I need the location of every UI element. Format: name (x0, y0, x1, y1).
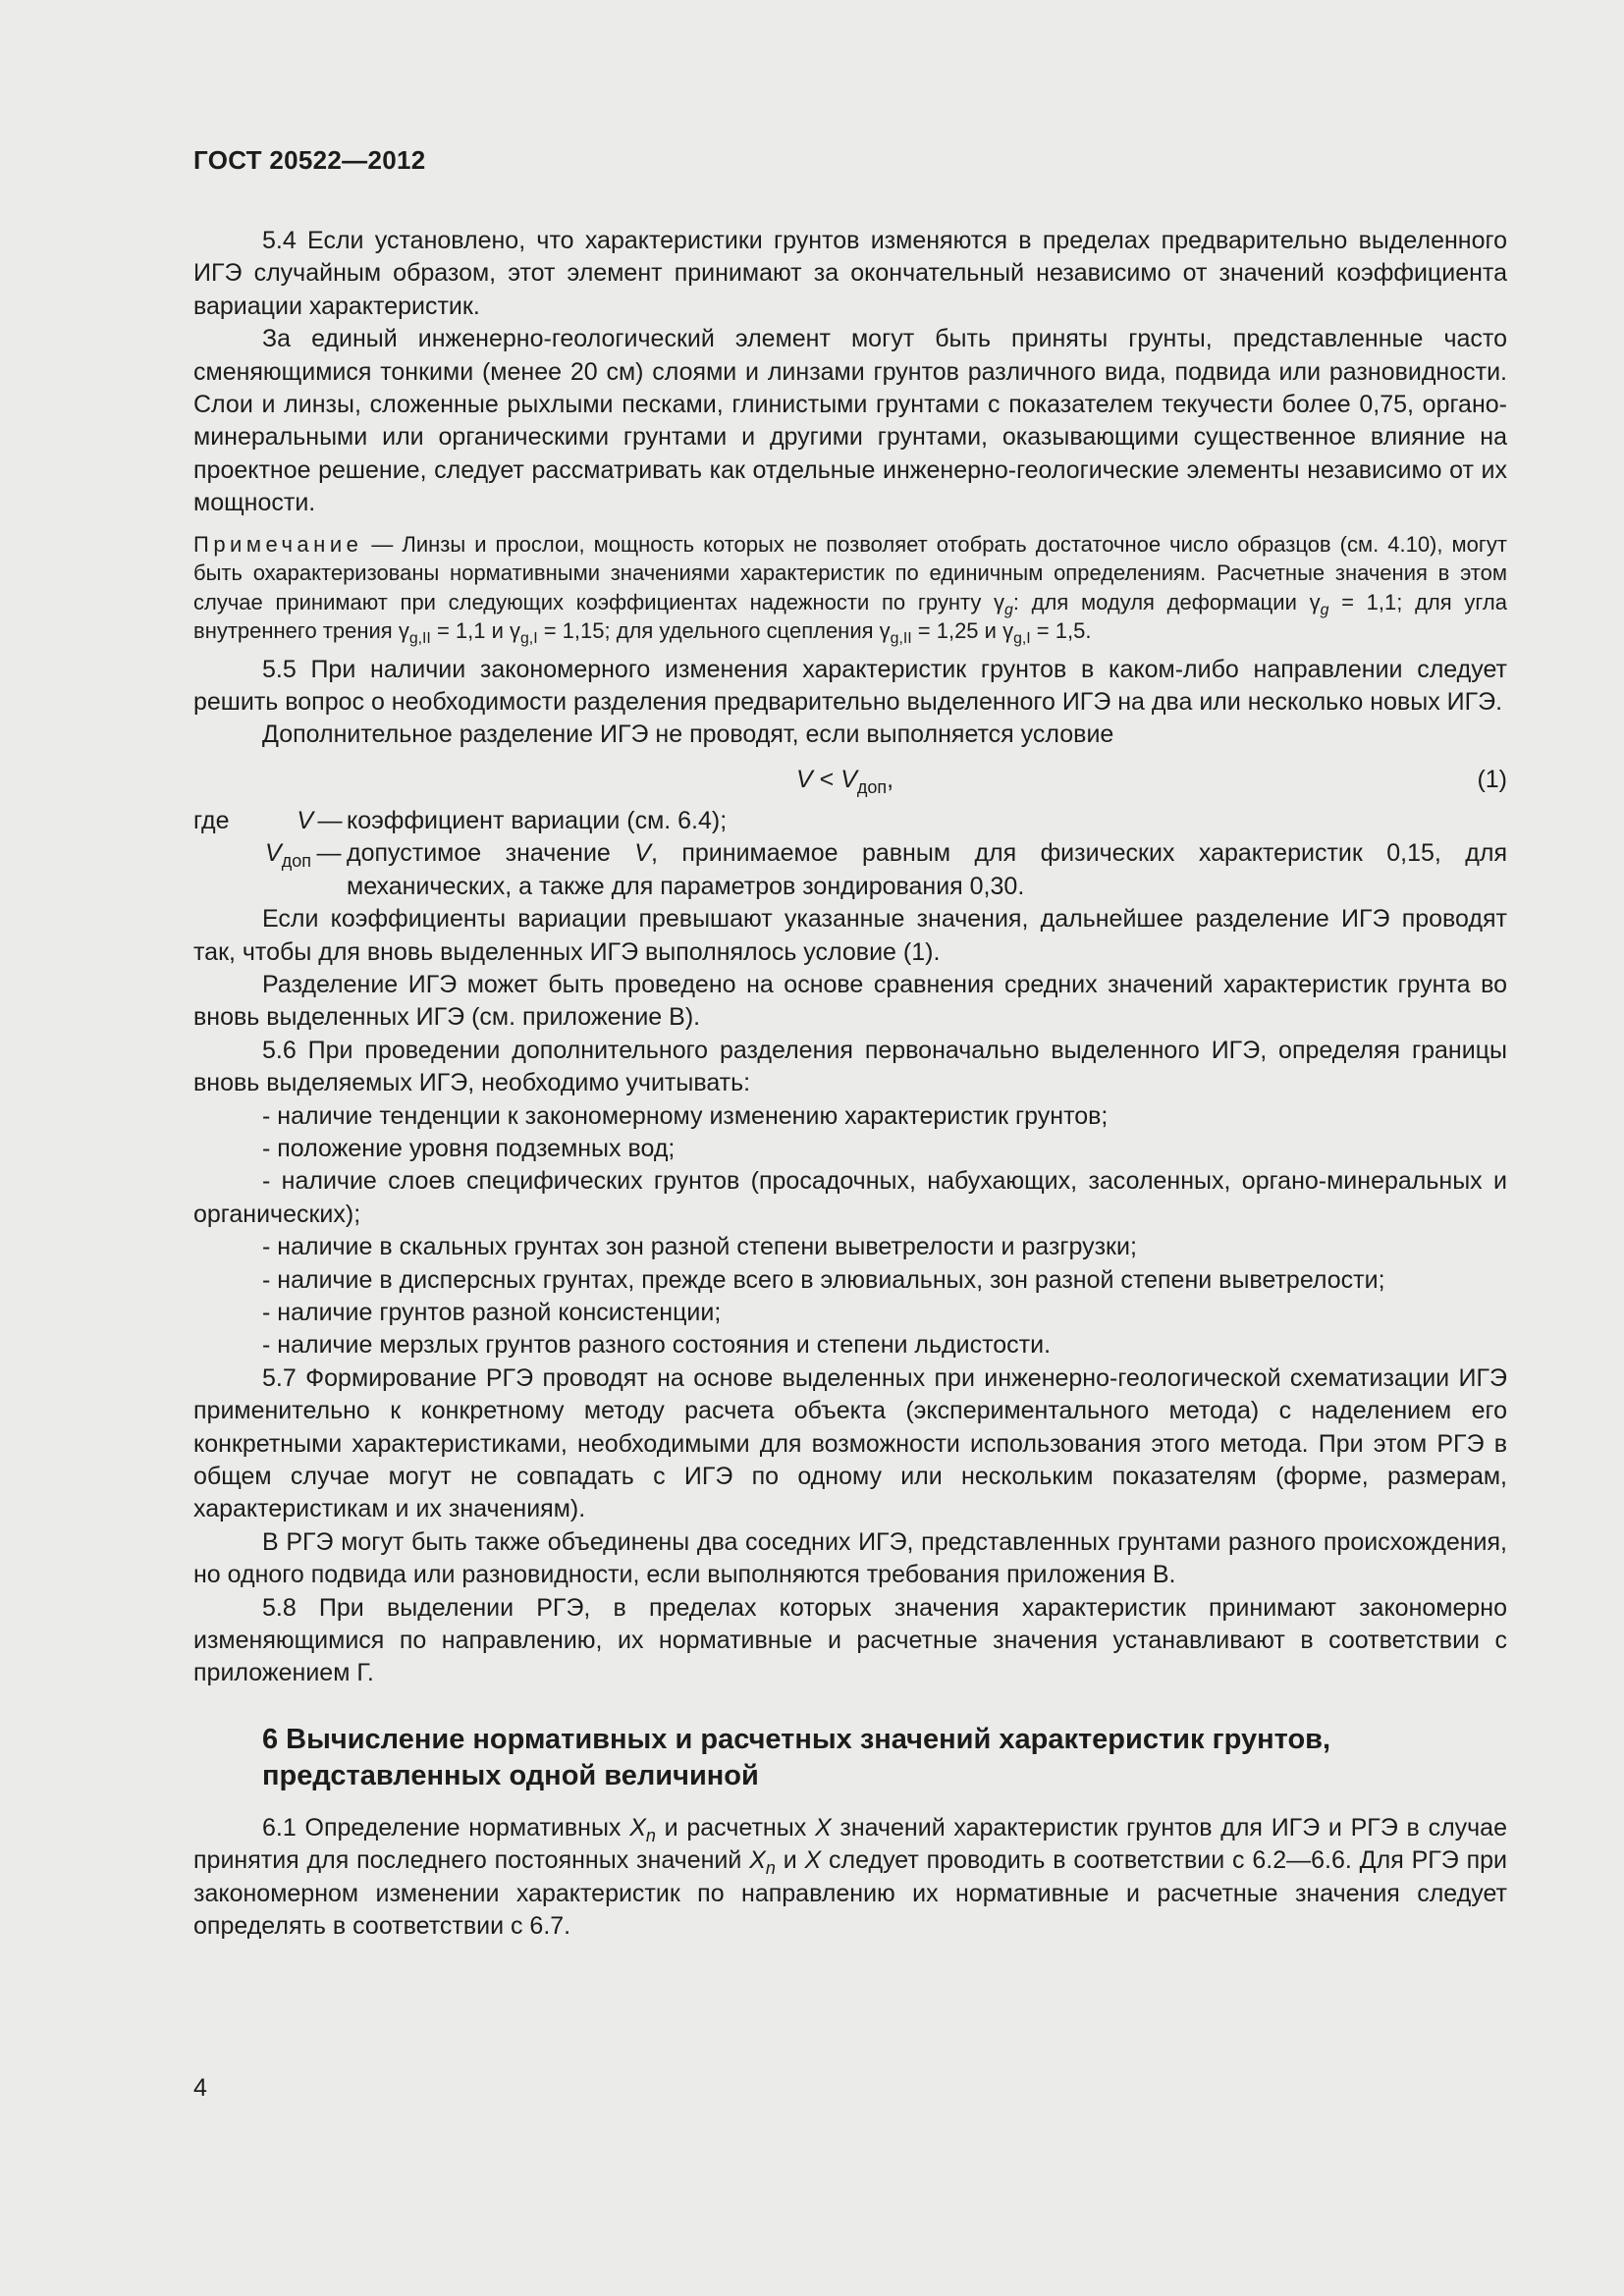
paragraph-5-5-d: Разделение ИГЭ может быть проведено на основе сравнения средних значений характеристик грунта во вновь выделенных ИГЭ (см. приложение В). (193, 970, 1507, 1032)
formula-1 (193, 752, 1507, 805)
list-item: - наличие грунтов разной консистенции; (262, 1298, 722, 1326)
list-item: - наличие в скальных грунтах зон разной степени выветрелости и разгрузки; (262, 1233, 1137, 1261)
list-item: - наличие мерзлых грунтов разного состояния и степени льдистости. (262, 1331, 1052, 1360)
paragraph-5-5-c: Если коэффициенты вариации превышают указанные значения, дальнейшее разделение ИГЭ проводят так, чтобы для вновь выделенных ИГЭ выполнялось условие (1). (193, 905, 1507, 966)
paragraph-5-7: 5.7 Формирование РГЭ проводят на основе выделенных при инженерно-геологической схематизации ИГЭ применительно к конкретному методу расчета объекта (экспериментального метода) с наделением его конкретными характеристиками, необходимыми для возможности использования этого метода. При этом РГЭ в общем случае могут не совпадать с ИГЭ по одному или нескольким показателям (форме, размерам, характеристикам и их значениям). (193, 1363, 1507, 1523)
document-header: ГОСТ 20522—2012 (193, 145, 426, 175)
paragraph-5-8: 5.8 При выделении РГЭ, в пределах которых значения характеристик принимают закономерно изменяющимися по направлению, их нормативные и расчетные значения устанавливают в соответствии с приложением Г. (193, 1593, 1507, 1687)
paragraph-5-5-b: Дополнительное разделение ИГЭ не проводят, если выполняется условие (262, 721, 1114, 749)
page-content (193, 225, 1507, 1943)
list-item: - наличие тенденции к закономерному изменению характеристик грунтов; (262, 1101, 1109, 1130)
paragraph-5-5: 5.5 При наличии закономерного изменения характеристик грунтов в каком-либо направлении следует решить вопрос о необходимости разделения предварительно выделенного ИГЭ на два или несколько новых ИГЭ. (193, 655, 1507, 717)
note-label: Примечание (193, 531, 363, 557)
paragraph-5-7-b: В РГЭ могут быть также объединены два соседних ИГЭ, представленных грунтами разного происхождения, но одного подвида или разновидности, если выполняются требования приложения В. (193, 1527, 1507, 1589)
list-item: - наличие слоев специфических грунтов (просадочных, набухающих, засоленных, органо-минеральных и органических); (193, 1167, 1507, 1228)
page-number: 4 (193, 2074, 207, 2102)
note: Примечание — Линзы и прослои, мощность которых не позволяет отобрать достаточное число образцов (см. 4.10), могут быть охарактеризованы нормативными значениями характеристик по единичным определениям. Расчетные значения в этом случае принимают при следующих коэффициентах надежности по грунту $\gamma_g$: для модуля деформации $\gamma_g = 1,1$; для угла внутреннего трения $\gamma_{g,II} = 1,1$ и $\gamma_{g,I} = 1,15$; для удельного сцепления $\gamma_{g,II} = 1,25$ и $\gamma_{g,I} = 1,5$. (193, 531, 1507, 648)
where-row-v: где V — коэффициент вариации (см. 6.4); (193, 806, 728, 834)
list-item: - положение уровня подземных вод; (262, 1134, 676, 1162)
paragraph-5-4: 5.4 Если установлено, что характеристики грунтов изменяются в пределах предварительно выделенного ИГЭ случайным образом, этот элемент принимают за окончательный независимо от значений коэффициента вариации характеристик. (193, 227, 1507, 320)
where-row-vdop: $V_{доп}$ — допустимое значение V, принимаемое равным для физических характеристик 0,15, для механических, а также для параметров зондирования 0,30. (265, 839, 1507, 900)
list-item: - наличие в дисперсных грунтах, прежде всего в элювиальных, зон разной степени выветрелости; (262, 1265, 1385, 1294)
paragraph-6-1: 6.1 Определение нормативных $X_n$ и расчетных X значений характеристик грунтов для ИГЭ и РГЭ в случае принятия для последнего постоянных значений $X_n$ и X следует проводить в соответствии с 6.2—6.6. Для РГЭ при закономерном изменении характеристик по направлению их нормативные и расчетные значения следует определять в соответствии с 6.7. (193, 1813, 1507, 1941)
paragraph-5-6: 5.6 При проведении дополнительного разделения первоначально выделенного ИГЭ, определяя границы вновь выделяемых ИГЭ, необходимо учитывать: (193, 1036, 1507, 1097)
formula-expression: $V < V_{доп}$, (796, 765, 894, 797)
section-6-title: 6 Вычисление нормативных и расчетных значений характеристик грунтов, представленных одной величиной (262, 1723, 1331, 1791)
formula-number: (1) (1477, 765, 1507, 793)
where-block (193, 805, 1507, 903)
paragraph-5-4-b: За единый инженерно-геологический элемент могут быть приняты грунты, представленные часто сменяющимися тонкими (менее 20 см) слоями и линзами грунтов различного вида, подвида или разновидности. Слои и линзы, сложенные рыхлыми песками, глинистыми грунтами с показателем текучести более 0,75, органо-минеральными или органическими грунтами и другими грунтами, оказывающими существенное влияние на проектное решение, следует рассматривать как отдельные инженерно-геологические элементы независимо от их мощности. (193, 325, 1507, 517)
